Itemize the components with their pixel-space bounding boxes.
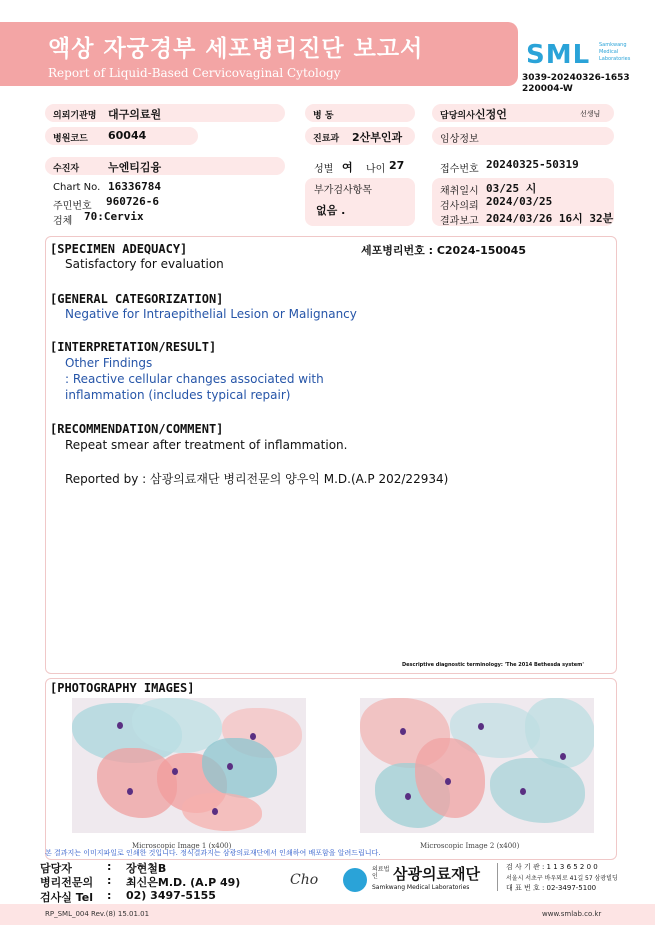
microscopic-image-2 xyxy=(360,698,594,833)
ward-label: 병 동 xyxy=(313,111,334,121)
staff-label: 담당자 xyxy=(40,862,72,875)
website: www.smlab.co.kr xyxy=(542,910,602,918)
doctor-value: 신정언 xyxy=(475,108,507,121)
terminology-note: Descriptive diagnostic terminology: 'The 2014 Bethesda system' xyxy=(402,662,584,668)
adequacy-heading: [SPECIMEN ADEQUACY] xyxy=(50,242,188,256)
adequacy-text: Satisfactory for evaluation xyxy=(65,257,224,271)
sml-logo-subtitle: Samkwang Medical Laboratories xyxy=(599,42,631,62)
age-value: 27 xyxy=(389,159,405,172)
institution-label: 의뢰기관명 xyxy=(53,111,97,121)
org-prefix: 의료법인 xyxy=(372,866,390,880)
interpretation-line-3: inflammation (includes typical repair) xyxy=(65,388,291,402)
hospital-code-value: 60044 xyxy=(108,129,147,142)
chart-label: Chart No. xyxy=(53,182,101,193)
recommendation-heading: [RECOMMENDATION/COMMENT] xyxy=(50,422,224,436)
org-registration: 검 사 기 관 : 1 1 3 6 5 2 0 0 xyxy=(506,863,598,871)
caption-2: Microscopic Image 2 (x400) xyxy=(420,842,520,850)
receipt-label: 접수번호 xyxy=(440,164,479,175)
result-value: 2024/03/26 16시 32분 xyxy=(486,212,614,225)
patient-value: 누엔티김융 xyxy=(108,161,162,174)
dept-value: 2산부인과 xyxy=(352,131,403,144)
org-name: 삼광의료재단 xyxy=(393,865,480,883)
staff-colon: : xyxy=(107,860,112,873)
exam-value: 70:Cervix xyxy=(84,210,144,223)
cytology-number: 세포병리번호 : C2024-150045 xyxy=(361,244,526,257)
clinical-label: 임상정보 xyxy=(440,134,479,145)
sex-value: 여 xyxy=(342,161,353,174)
request-label: 검사의뢰 xyxy=(440,201,479,212)
dept-label: 진료과 xyxy=(313,134,340,144)
tel-colon: : xyxy=(107,889,112,902)
sml-logo: SML xyxy=(526,40,591,70)
interpretation-line-1: Other Findings xyxy=(65,356,153,370)
doctor-suffix: 선생님 xyxy=(580,110,601,118)
age-label: 나이 xyxy=(366,164,386,175)
reported-by: Reported by : 삼광의료재단 병리전문의 양우익 M.D.(A.P 202/22934) xyxy=(65,472,449,486)
samkwang-logo-icon xyxy=(343,868,367,892)
org-name-en: Samkwang Medical Laboratories xyxy=(372,884,470,891)
form-code: RP_SML_004 Rev.(8) 15.01.01 xyxy=(45,910,150,918)
pathologist-label: 병리전문의 xyxy=(40,876,94,889)
tel-label: 검사실 Tel xyxy=(40,891,93,904)
staff-value: 장현철B xyxy=(126,862,167,875)
microscopic-image-1 xyxy=(72,698,306,833)
collect-label: 채취일시 xyxy=(440,186,479,197)
receipt-value: 20240325-50319 xyxy=(486,158,579,171)
doctor-label: 담당의사 xyxy=(440,111,475,121)
chart-value: 16336784 xyxy=(108,180,161,193)
patient-field xyxy=(45,157,285,175)
org-address: 서울시 서초구 바우뫼로 41길 57 삼광빌딩 xyxy=(506,875,618,882)
interpretation-heading: [INTERPRETATION/RESULT] xyxy=(50,340,217,354)
report-subtitle: Report of Liquid-Based Cervicovaginal Cytology xyxy=(48,66,341,80)
report-number: 3039-20240326-1653 220004-W xyxy=(522,73,630,94)
general-text: Negative for Intraepithelial Lesion or Malignancy xyxy=(65,307,357,321)
id-value: 960726-6 xyxy=(106,195,159,208)
request-value: 2024/03/25 xyxy=(486,195,553,208)
print-notice: 본 결과지는 이미지파일로 인쇄한 것입니다. 정식결과지는 삼광의료재단에서 인쇄하여 배포함을 알려드립니다. xyxy=(45,849,381,857)
exam-label: 검체 xyxy=(53,216,73,227)
sex-label: 성별 xyxy=(314,164,334,175)
recommendation-text: Repeat smear after treatment of inflammation. xyxy=(65,438,348,452)
interpretation-line-2: : Reactive cellular changes associated with xyxy=(65,372,324,386)
general-heading: [GENERAL CATEGORIZATION] xyxy=(50,292,224,306)
signature: Cho xyxy=(290,872,319,888)
extra-tests-label: 부가검사항목 xyxy=(314,185,372,196)
org-phone: 대 표 번 호 : 02-3497-5100 xyxy=(506,884,597,892)
tel-value: 02) 3497-5155 xyxy=(126,889,216,902)
collect-value: 03/25 시 xyxy=(486,182,537,195)
pathologist-colon: : xyxy=(107,874,112,887)
result-label: 결과보고 xyxy=(440,216,479,227)
hospital-code-label: 병원코드 xyxy=(53,134,88,144)
institution-value: 대구의료원 xyxy=(108,108,162,121)
pathologist-value: 최신은M.D. (A.P 49) xyxy=(126,876,241,889)
caption-1: Microscopic Image 1 (x400) xyxy=(132,842,232,850)
extra-tests-value: 없음 . xyxy=(316,204,346,217)
photo-heading: [PHOTOGRAPHY IMAGES] xyxy=(50,681,195,695)
report-title: 액상 자궁경부 세포병리진단 보고서 xyxy=(48,36,424,62)
patient-label: 수진자 xyxy=(53,164,80,174)
footer-divider xyxy=(497,863,498,891)
id-label: 주민번호 xyxy=(53,201,92,212)
